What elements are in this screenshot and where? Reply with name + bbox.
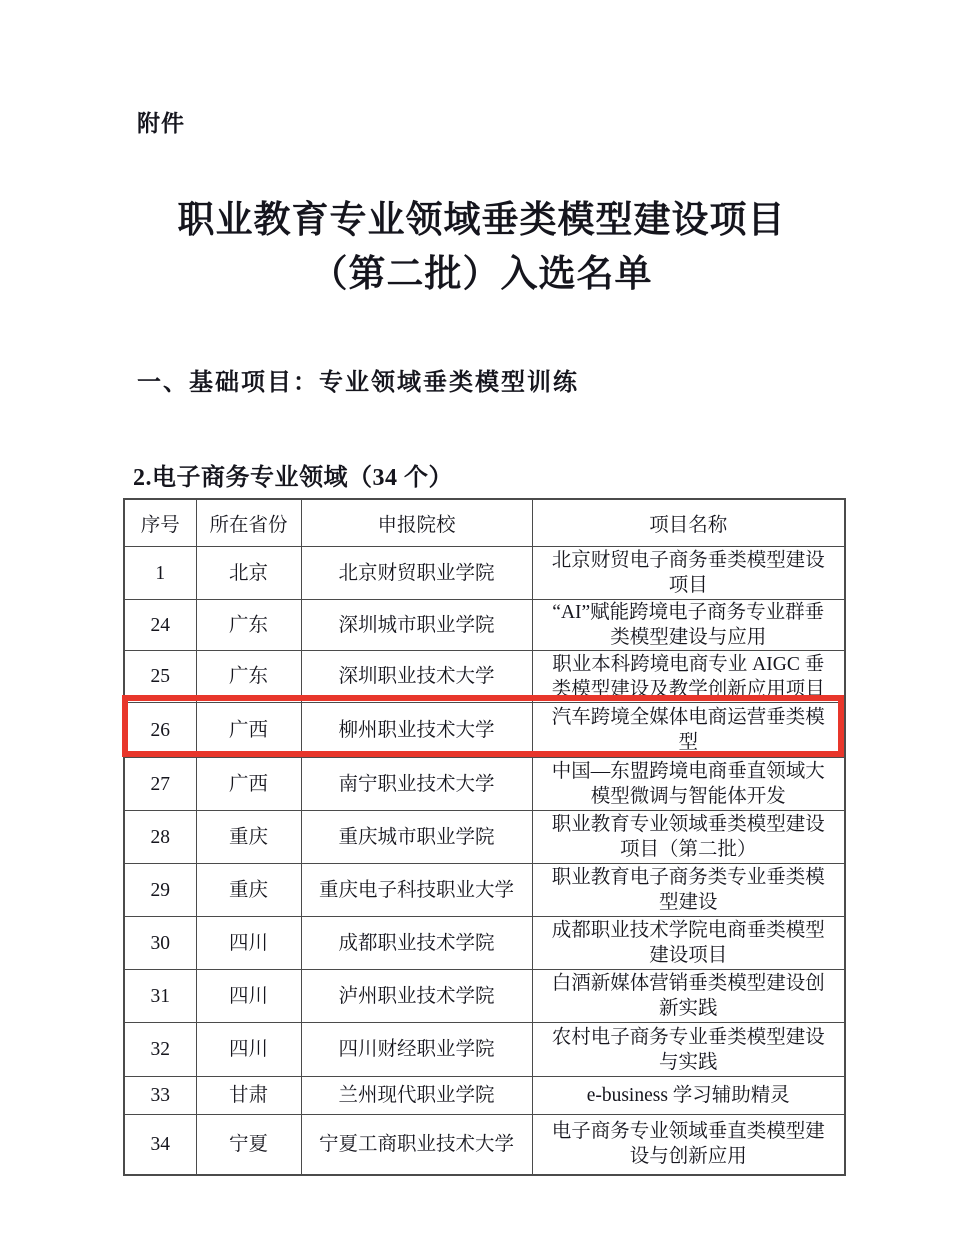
province-cell: 四川 — [196, 1023, 301, 1077]
school-cell: 柳州职业技术大学 — [301, 703, 532, 758]
school-cell: 北京财贸职业学院 — [301, 547, 532, 600]
province-cell: 广东 — [196, 600, 301, 651]
subsection-heading: 2.电子商务专业领域（34 个） — [133, 465, 453, 491]
attachment-label: 附件 — [137, 110, 185, 136]
section-heading: 一、基础项目：专业领域垂类模型训练 — [137, 369, 579, 396]
school-cell: 重庆电子科技职业大学 — [301, 864, 532, 917]
project-cell: 成都职业技术学院电商垂类模型建设项目 — [532, 917, 845, 970]
project-cell: 电子商务专业领域垂直类模型建设与创新应用 — [532, 1115, 845, 1175]
title-line-1: 职业教育专业领域垂类模型建设项目 — [177, 200, 786, 241]
school-cell: 四川财经职业学院 — [301, 1023, 532, 1077]
serial-cell: 1 — [124, 547, 196, 600]
serial-cell: 33 — [124, 1077, 196, 1115]
school-cell: 泸州职业技术学院 — [301, 970, 532, 1023]
table-row — [124, 864, 845, 917]
table-header-row — [124, 499, 845, 547]
school-cell: 深圳城市职业学院 — [301, 600, 532, 651]
school-cell: 深圳职业技术大学 — [301, 651, 532, 703]
school-cell: 成都职业技术学院 — [301, 917, 532, 970]
project-cell: 白酒新媒体营销垂类模型建设创新实践 — [532, 970, 845, 1023]
province-cell: 广西 — [196, 703, 301, 758]
table-row — [124, 970, 845, 1023]
table-row — [124, 811, 845, 864]
province-cell: 甘肃 — [196, 1077, 301, 1115]
serial-cell: 26 — [124, 703, 196, 758]
school-cell: 重庆城市职业学院 — [301, 811, 532, 864]
project-cell: 职业本科跨境电商专业 AIGC 垂类模型建设及教学创新应用项目 — [532, 651, 845, 703]
province-cell: 广西 — [196, 758, 301, 811]
title-line-2: （第二批）入选名单 — [310, 254, 653, 295]
table-row — [124, 1023, 845, 1077]
serial-cell: 29 — [124, 864, 196, 917]
province-cell: 北京 — [196, 547, 301, 600]
province-cell: 重庆 — [196, 811, 301, 864]
serial-cell: 24 — [124, 600, 196, 651]
province-cell: 四川 — [196, 917, 301, 970]
project-cell: e-business 学习辅助精灵 — [532, 1077, 845, 1115]
project-cell: 职业教育电子商务类专业垂类模型建设 — [532, 864, 845, 917]
serial-cell: 30 — [124, 917, 196, 970]
serial-cell: 28 — [124, 811, 196, 864]
table-row-highlighted — [124, 703, 845, 758]
serial-cell: 34 — [124, 1115, 196, 1175]
school-cell: 南宁职业技术大学 — [301, 758, 532, 811]
project-cell: 北京财贸电子商务垂类模型建设项目 — [532, 547, 845, 600]
project-cell: 农村电子商务专业垂类模型建设与实践 — [532, 1023, 845, 1077]
table-row — [124, 917, 845, 970]
school-cell: 宁夏工商职业技术大学 — [301, 1115, 532, 1175]
province-cell: 宁夏 — [196, 1115, 301, 1175]
province-cell: 广东 — [196, 651, 301, 703]
column-header-serial: 序号 — [124, 499, 196, 547]
table-row — [124, 547, 845, 600]
province-cell: 重庆 — [196, 864, 301, 917]
column-header-province: 所在省份 — [196, 499, 301, 547]
projects-table — [123, 498, 846, 1176]
school-cell: 兰州现代职业学院 — [301, 1077, 532, 1115]
document-title — [0, 194, 963, 302]
table-row — [124, 600, 845, 651]
table-row — [124, 1115, 845, 1175]
project-cell: 职业教育专业领域垂类模型建设项目（第二批） — [532, 811, 845, 864]
serial-cell: 32 — [124, 1023, 196, 1077]
column-header-project: 项目名称 — [532, 499, 845, 547]
project-cell: 中国—东盟跨境电商垂直领域大模型微调与智能体开发 — [532, 758, 845, 811]
table-row — [124, 651, 845, 703]
table-row — [124, 758, 845, 811]
serial-cell: 27 — [124, 758, 196, 811]
column-header-school: 申报院校 — [301, 499, 532, 547]
serial-cell: 25 — [124, 651, 196, 703]
table-row — [124, 1077, 845, 1115]
serial-cell: 31 — [124, 970, 196, 1023]
project-cell: 汽车跨境全媒体电商运营垂类模型 — [532, 703, 845, 758]
project-cell: “AI”赋能跨境电子商务专业群垂类模型建设与应用 — [532, 600, 845, 651]
province-cell: 四川 — [196, 970, 301, 1023]
